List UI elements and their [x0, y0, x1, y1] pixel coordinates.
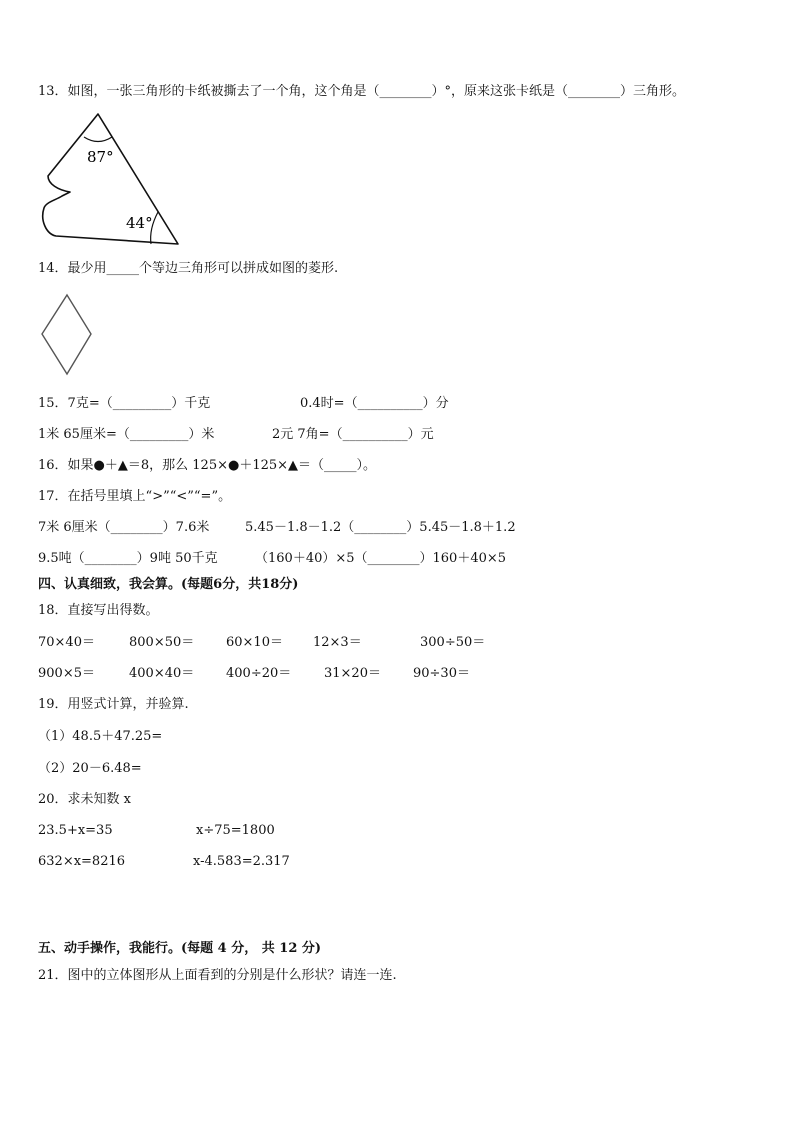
q20-text: 20．求未知数 x — [38, 792, 132, 807]
q15-a: 15．7克=（_________）千克 — [38, 396, 211, 411]
q14-text: 14．最少用_____个等边三角形可以拼成如图的菱形. — [38, 261, 339, 276]
q16-text: 16．如果●＋▲＝8，那么 125×●＋125×▲＝（_____）。 — [38, 458, 377, 473]
q18-r1-c2: 800×50＝ — [129, 635, 195, 650]
q17-b: 5.45－1.8－1.2（________）5.45－1.8＋1.2 — [245, 520, 516, 535]
q20-a: 23.5+x=35 — [38, 823, 113, 838]
q18-r1-c1: 70×40＝ — [38, 635, 95, 650]
q18-r2-c1: 900×5＝ — [38, 666, 95, 681]
q18-r2-c4: 31×20＝ — [324, 666, 381, 681]
q20-c: 632×x=8216 — [38, 854, 126, 869]
angle-87-label: 87° — [87, 148, 114, 166]
q21-text: 21．图中的立体图形从上面看到的分别是什么形状？请连一连. — [38, 968, 397, 983]
q18-r1-c4: 12×3＝ — [313, 635, 362, 650]
angle-44-label: 44° — [126, 214, 153, 232]
q19-text: 19．用竖式计算，并验算. — [38, 697, 189, 712]
torn-triangle-figure — [38, 110, 188, 250]
q15-c: 1米 65厘米=（_________）米 — [38, 427, 215, 442]
q15-d: 2元 7角=（__________）元 — [272, 427, 434, 442]
q17-text: 17．在括号里填上“>”“<”“=”。 — [38, 489, 232, 504]
q18-r1-c3: 60×10＝ — [226, 635, 283, 650]
q20-d: x-4.583=2.317 — [193, 854, 290, 869]
section4-title: 四、认真细致，我会算。(每题6分，共18分) — [38, 577, 299, 592]
rhombus-figure — [38, 292, 98, 378]
q18-r2-c2: 400×40＝ — [129, 666, 195, 681]
q17-c: 9.5吨（________）9吨 50千克 — [38, 551, 218, 566]
q19-b: （2）20－6.48= — [38, 761, 142, 776]
q18-r2-c5: 90÷30＝ — [413, 666, 470, 681]
q18-r1-c5: 300÷50＝ — [420, 635, 486, 650]
q15-b: 0.4时=（__________）分 — [300, 396, 449, 411]
q20-b: x÷75=1800 — [196, 823, 275, 838]
q17-a: 7米 6厘米（________）7.6米 — [38, 520, 210, 535]
q19-a: （1）48.5＋47.25= — [38, 729, 163, 744]
section5-title: 五、动手操作，我能行。(每题 4 分， 共 12 分) — [38, 941, 322, 956]
q17-d: （160＋40）×5（________）160＋40×5 — [255, 551, 507, 566]
q13-text: 13．如图，一张三角形的卡纸被撕去了一个角，这个角是（________）°，原来这张卡纸是（________）三角形。 — [38, 84, 686, 99]
q18-text: 18．直接写出得数。 — [38, 603, 159, 618]
q18-r2-c3: 400÷20＝ — [226, 666, 292, 681]
